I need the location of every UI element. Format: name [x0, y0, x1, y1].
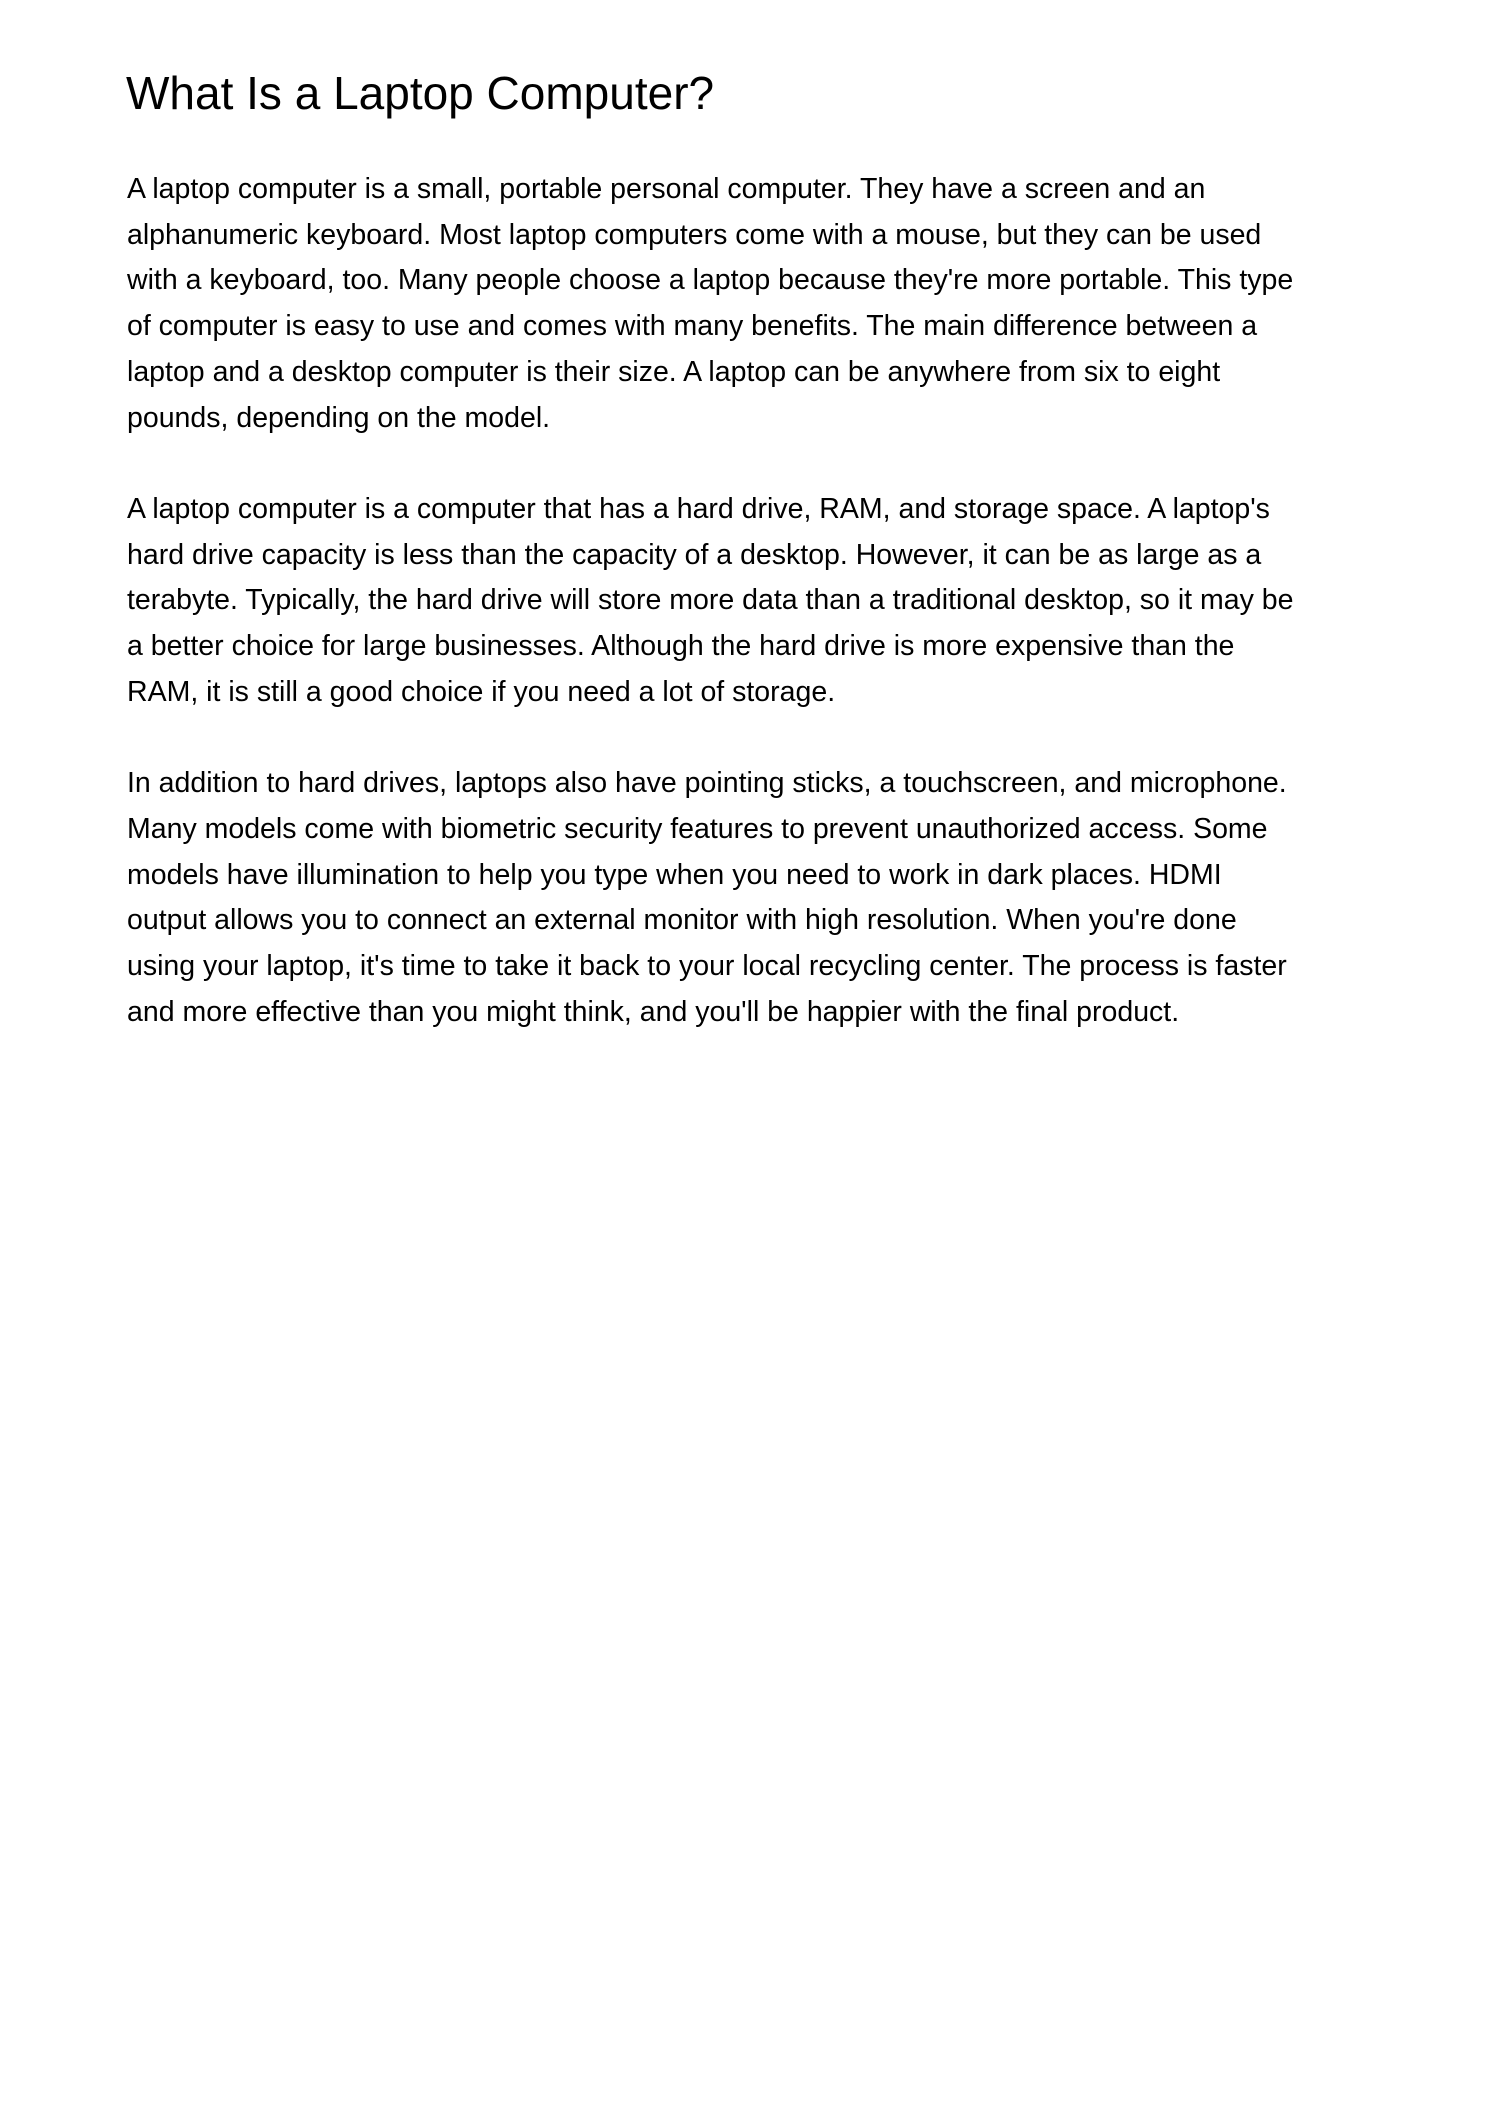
article-body [127, 167, 1293, 1081]
paragraph-line: In addition to hard drives, laptops also have pointing sticks, a touchscreen, and microphone. [127, 767, 1287, 800]
paragraph-line: models have illumination to help you type when you need to work in dark places. HDMI [127, 858, 1222, 891]
paragraph [127, 487, 1293, 716]
paragraph-line: RAM, it is still a good choice if you need a lot of storage. [127, 675, 836, 708]
paragraph [127, 167, 1293, 441]
paragraph-line: pounds, depending on the model. [127, 401, 551, 434]
page-title: What Is a Laptop Computer? [126, 67, 715, 119]
paragraph-line: hard drive capacity is less than the capacity of a desktop. However, it can be as large as a [127, 538, 1262, 571]
paragraph-line: laptop and a desktop computer is their size. A laptop can be anywhere from six to eight [127, 355, 1221, 388]
paragraph-line: alphanumeric keyboard. Most laptop computers come with a mouse, but they can be used [127, 218, 1262, 251]
paragraph-line: and more effective than you might think, and you'll be happier with the final product. [127, 995, 1180, 1028]
paragraph-line: output allows you to connect an external monitor with high resolution. When you're done [127, 904, 1237, 937]
paragraph-line: A laptop computer is a computer that has a hard drive, RAM, and storage space. A laptop's [127, 492, 1270, 525]
paragraph-line: with a keyboard, too. Many people choose a laptop because they're more portable. This type [127, 264, 1294, 297]
paragraph-line: using your laptop, it's time to take it back to your local recycling center. The process is faster [127, 949, 1287, 982]
paragraph-line: A laptop computer is a small, portable personal computer. They have a screen and an [127, 173, 1206, 205]
paragraph-line: terabyte. Typically, the hard drive will store more data than a traditional desktop, so it may be [127, 584, 1294, 617]
paragraph-line: of computer is easy to use and comes with many benefits. The main difference between a [127, 310, 1258, 343]
paragraph-line: Many models come with biometric security features to prevent unauthorized access. Some [127, 812, 1268, 845]
paragraph-line: a better choice for large businesses. Although the hard drive is more expensive than the [127, 630, 1235, 663]
paragraph [127, 761, 1293, 1035]
